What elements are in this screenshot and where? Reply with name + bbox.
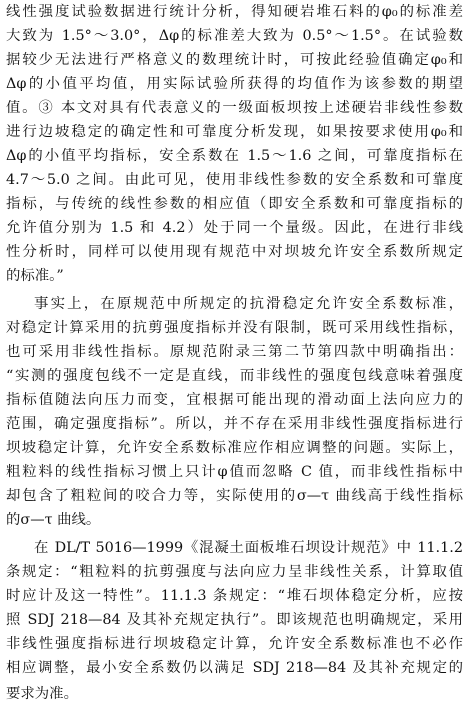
text-line: 时应计及这一特性”。11.1.3 条规定：“堆石坝体稳定分析，应按 xyxy=(6,588,463,604)
text-line: 4.7～5.0 之间。由此可见，使用非线性参数的安全系数和可靠度 xyxy=(6,172,463,188)
text-line: 据较少无法进行严格意义的数理统计时，可按此经验值确定φ₀和 xyxy=(6,52,463,68)
text-line: 照 SDJ 218—84 及其补充规定执行”。即该规范也明确规定，采用 xyxy=(6,612,463,628)
text-line: 条规定：“粗粒料的抗剪强度与法向应力呈非线性关系，计算取值 xyxy=(6,564,463,580)
text-line: 相应调整，最小安全系数仍以满足 SDJ 218—84 及其补充规定的 xyxy=(6,660,463,676)
text-line: 却包含了粗粒间的咬合力等，实际使用的σ—τ 曲线高于线性指标 xyxy=(6,488,463,504)
text-line: 线性强度试验数据进行统计分析，得知硬岩堆石料的φ₀的标准差 xyxy=(6,4,463,20)
text-line: 的标准。” xyxy=(6,268,64,284)
text-line: Δφ的小值平均指标，安全系数在 1.5～1.6 之间，可靠度指标在 xyxy=(6,148,463,164)
text-line: 在 DL/T 5016—1999《混凝土面板堆石坝设计规范》中 11.1.2 xyxy=(34,540,463,556)
text-line: 非线性强度指标进行坝坡稳定计算，允许安全系数标准也不必作 xyxy=(6,636,463,652)
text-line: Δφ的小值平均值，用实际试验所获得的均值作为该参数的期望 xyxy=(6,76,463,92)
text-line: 也可采用非线性指标。原规范附录三第二节第四款中明确指出： xyxy=(6,344,463,360)
text-line: 对稳定计算采用的抗剪强度指标并没有限制，既可采用线性指标， xyxy=(6,320,463,336)
text-line: 指标值随法向压力而变，宜根据可能出现的滑动面上法向应力的 xyxy=(6,392,463,408)
text-line: 事实上，在原规范中所规定的抗滑稳定允许安全系数标准， xyxy=(34,296,463,312)
text-line: 指标，与传统的线性参数的相应值（即安全系数和可靠度指标的 xyxy=(6,196,463,212)
text-line: 性分析时，同样可以使用现有规范中对坝坡允许安全系数所规定 xyxy=(6,244,463,260)
text-line: “实测的强度包线不一定是直线，而非线性的强度包线意味着强度 xyxy=(6,368,463,384)
text-line: 的σ—τ 曲线。 xyxy=(6,512,101,528)
text-line: 允许值分别为 1.5 和 4.2）处于同一个量级。因此，在进行非线 xyxy=(6,220,463,236)
text-line: 值。③ 本文对具有代表意义的一级面板坝按上述硬岩非线性参数 xyxy=(6,100,463,116)
text-line: 进行边坡稳定的确定性和可靠度分析发现，如果按要求使用φ₀和 xyxy=(6,124,463,140)
text-line: 大致为 1.5°～3.0°，Δφ的标准差大致为 0.5°～1.5°。在试验数 xyxy=(6,28,463,44)
text-line: 范围，确定强度指标”。所以，并不存在采用非线性强度指标进行 xyxy=(6,416,463,432)
text-line: 粗粒料的线性指标习惯上只计φ值而忽略 C 值，而非线性指标中 xyxy=(6,464,463,480)
text-line: 要求为准。 xyxy=(6,686,78,702)
text-line: 坝坡稳定计算，允许安全系数标准应作相应调整的问题。实际上， xyxy=(6,440,463,456)
